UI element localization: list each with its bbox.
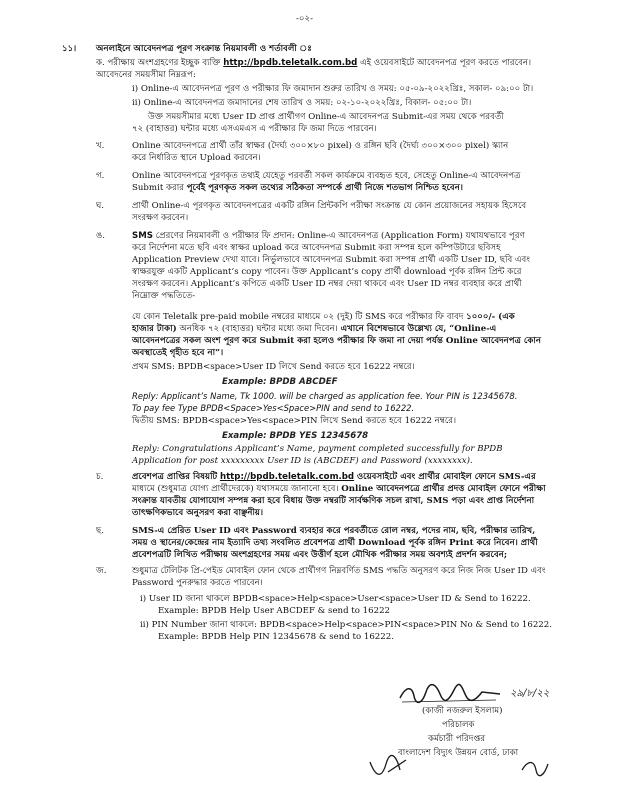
reply-2b: Application for post xxxxxxxxx User ID is (ABCDEF) and Password (xxxxxxxx).	[132, 456, 473, 466]
kha-line-1: Online আবেদনপত্রে প্রার্থী তাঁর স্বাক্ষর (দৈর্ঘ্য ৩০০×৮০ pixel) ও রঙ্গিন ছবি (দৈর্ঘ্য ৩০০×৩০০ pixel) স্ক্যান	[132, 141, 509, 151]
ka-text: ক. পরীক্ষায় অংশগ্রহণের ইচ্ছুক ব্যক্তি	[96, 58, 221, 68]
page-number: -০২-	[296, 14, 313, 24]
ja-ex1-label: Example:	[158, 606, 199, 616]
chha-line-3: প্রবেশপত্রটি লিখিত পরীক্ষায় অংশগ্রহণের সময় এবং উত্তীর্ণ হলে মৌখিক পরীক্ষার সময় অবশ্যই প্রদর্শন করবেন;	[132, 550, 508, 560]
signature-scribble	[396, 680, 506, 708]
chha-line-2: সময় ও স্থানের/কেন্দ্রের নাম ইত্যাদি তথ্য সংবলিত প্রবেশপত্র প্রার্থী Download পূর্বক রঙ্গিন Print করে নিবেন। প্রার্থী	[132, 538, 538, 548]
reply-1a: Reply: Applicant’s Name, Tk 1000. will be charged as application fee. Your PIN is 12345678.	[132, 391, 518, 401]
kha-line-2: করে নির্ধারিত স্থানে Upload করবেন।	[132, 153, 261, 163]
signatory-organization: বাংলাদেশ বিদ্যুৎ উন্নয়ন বোর্ড, ঢাকা	[398, 748, 519, 758]
ja-ex1-value: BPDB Help User ABCDEF	[201, 606, 315, 616]
ja-ex2-value: BPDB Help PIN 12345678	[201, 632, 317, 642]
ka-note-1: উক্ত সময়সীমার মধ্যে User ID প্রাপ্ত প্রার্থীগণ Online-এ আবেদনপত্র Submit-এর সময় থেকে পরবর্তী	[148, 112, 504, 122]
cha-text-b: ওয়েবসাইটে এবং প্রার্থীর মোবাইল ফোনে SMS-এর	[356, 472, 536, 482]
cha-line-2	[132, 484, 546, 495]
ka-item-ii: ii) Online-এ আবেদনপত্র জমাদানের শেষ তারিখ ও সময়: ০২-১০-২০২২খ্রিঃ, বিকাল- ০৫:০০ টা।	[132, 98, 472, 108]
ja-ex1-tail: & send to 16222	[317, 606, 390, 616]
ka-item-i: i) Online-এ আবেদনপত্র পূরণ ও পরীক্ষার ফি জমাদান শুরুর তারিখ ও সময়: ০৫-০৯-২০২২খ্রিঃ, সকাল- ০৯:০০ টা।	[132, 84, 534, 94]
section-title: অনলাইনে আবেদনপত্র পূরণ সংক্রান্ত নিয়মাবলী ও শর্তাবলী ঃ	[96, 44, 312, 54]
cha-text-d: Online আবেদনপত্রে প্রার্থীর প্রদত্ত মোবাইল ফোনে পরীক্ষা	[341, 484, 546, 494]
fee-para-4: অবস্থাতেই গৃহীত হবে না”।	[132, 348, 224, 358]
signatory-name: (কাজী নজরুল ইসলাম)	[422, 706, 503, 716]
gha-line-2: সংরক্ষণ করবেন।	[132, 213, 189, 223]
umo-text-1: প্রেরণের নিয়মাবলী ও পরীক্ষার ফি প্রদান: Online-এ আবেদনপত্র (Application Form) যথাযথভাবে পূরণ	[155, 231, 525, 241]
ka-line-1	[96, 58, 531, 69]
umo-line-1	[132, 231, 525, 242]
umo-line-3: Application Preview দেখা যাবে। নির্ভুলভাবে আবেদনপত্র Submit করা সম্পন্ন প্রার্থী একটি User ID, ছবি এবং	[132, 255, 530, 265]
ga-text-bold: পূর্বেই পূরণকৃত সকল তথ্যের সঠিকতা সম্পর্কে প্রার্থী নিজে শতভাগ নিশ্চিত হবেন।	[186, 183, 463, 193]
ga-line-2	[132, 183, 463, 194]
ja-item-ii: ii) PIN Number জানা থাকলে: BPDB<space>Help<space>PIN<space>PIN No & Send to 16222.	[140, 620, 552, 630]
example-2-value: BPDB YES 12345678	[269, 431, 369, 441]
ka-line-2: আবেদনের সময়সীমা নিম্নরূপ:	[96, 70, 196, 80]
ja-item-ii-example	[158, 632, 394, 643]
ja-ex2-label: Example:	[158, 632, 199, 642]
gha-label: ঘ.	[96, 201, 105, 211]
ka-text-b: এই ওয়েবসাইটে আবেদনপত্র পূরণ করতে পারবেন।	[360, 58, 532, 68]
ja-label: জ.	[96, 566, 107, 576]
fee-amount-words: হাজার টাকা)	[132, 324, 177, 334]
signature-date: ২৯/৮/২২	[510, 688, 550, 699]
website-link-2[interactable]: http://bpdb.teletalk.com.bd	[219, 472, 355, 482]
ja-line-1: শুধুমাত্র টেলিটক প্রি-পেইড মোবাইল ফোন থেকে প্রার্থীগণ নিম্নবর্ণিত SMS পদ্ধতি অনুসরণ করে নিজ নিজ User ID এবং	[132, 566, 546, 576]
chha-label: ছ.	[96, 526, 104, 536]
fee-para-2	[132, 324, 496, 335]
ja-line-2: Password পুনরুদ্ধার করতে পারবেন।	[132, 578, 263, 588]
fee-note-start: এখানে বিশেষভাবে উল্লেখ্য যে, “Online-এ	[340, 324, 497, 334]
ka-note-2: ৭২ (বাহাত্তর) ঘন্টার মধ্যে এসএমএস এ পরীক্ষার ফি জমা দিতে পারবেন।	[132, 124, 377, 134]
example-1-label: Example:	[222, 377, 267, 387]
second-sms: দ্বিতীয় SMS: BPDB<space>Yes<space>PIN লিখে Send করতে হবে 16222 নম্বরে।	[132, 416, 457, 426]
umo-line-2: করে নির্দেশনা মতে ছবি এবং স্বাক্ষর upload করে আবেদনপত্র Submit করা সম্পন্ন হলে কম্পিউটারে ছবিসহ	[132, 243, 501, 253]
fee-para-1	[132, 312, 515, 323]
initials-scribble-left	[366, 752, 414, 782]
umo-line-6: নিম্নোক্ত পদ্ধতিতে-	[132, 291, 196, 301]
chha-line-1: SMS-এ প্রেরিত User ID এবং Password ব্যবহার করে পরবর্তীতে রোল নম্বর, পদের নাম, ছবি, পরীক্ষার তারিখ,	[132, 526, 536, 536]
ja-item-i: i) User ID জানা থাকলে BPDB<space>Help<space>User<space>User ID & Send to 16222.	[140, 594, 531, 604]
umo-line-4: স্বাক্ষরযুক্ত একটি Applicant’s copy পাবেন। উক্ত Applicant’s copy প্রার্থী download পূর্বক রঙ্গিন প্রিন্ট করে	[132, 267, 522, 277]
signatory-department: কর্মচারী পরিদপ্তর	[428, 734, 486, 744]
example-1	[222, 377, 337, 388]
cha-text-a: প্রবেশপত্র প্রাপ্তির বিষয়টি	[132, 472, 218, 482]
kha-label: খ.	[96, 141, 105, 151]
website-link[interactable]: http://bpdb.teletalk.com.bd	[223, 58, 358, 68]
umo-line-5: সংরক্ষণ করবেন। Applicant’s কপিতে একটি User ID নম্বর দেয়া থাকবে এবং User ID নম্বর ব্যবহার করে প্রার্থী	[132, 279, 522, 289]
umo-label: ঙ.	[96, 231, 106, 241]
ga-text-a: Submit করার	[132, 183, 184, 193]
ja-ex2-tail: & send to 16222.	[318, 632, 394, 642]
fee-para-3: আবেদনপত্রের সকল অংশ পূরণ করে Submit করা হলেও পরীক্ষার ফি জমা না দেয়া পর্যন্ত Online আবেদনপত্র কোন	[132, 336, 542, 346]
cha-label: চ.	[96, 472, 104, 482]
first-sms: প্রথম SMS: BPDB<space>User ID লিখে Send করতে হবে 16222 নম্বরে।	[132, 362, 415, 372]
ga-label: গ.	[96, 171, 105, 181]
cha-line-1	[132, 472, 536, 483]
fee-amount: ১০০০/- (এক	[466, 312, 515, 322]
initials-scribble-right	[520, 756, 550, 778]
fee-text: যে কোন Teletalk pre-paid mobile নম্বরের মাধ্যমে ০২ (দুই) টি SMS করে পরীক্ষার ফি বাবদ	[132, 312, 464, 322]
ga-line-1: Online আবেদনপত্রে পূরণকৃত তথ্যই যেহেতু পরবর্তী সকল কার্যক্রমে ব্যবহৃত হবে, সেহেতু Online-এ আবেদনপত্র	[132, 171, 521, 181]
section-number: ১১।	[62, 44, 77, 54]
reply-2a: Reply: Congratulations Applicant’s Name, payment completed successfully for BPDB	[132, 444, 503, 454]
cha-text-c: মাধ্যমে (শুধুমাত্র যোগ্য প্রার্থীদেরকে) যথাসময়ে জানানো হবে।	[132, 484, 339, 494]
cha-line-3: সংক্রান্ত যাবতীয় যোগাযোগ সম্পন্ন করা হবে বিধায় উক্ত নম্বরটি সার্বক্ষণিক সচল রাখা, SMS পড়া এবং প্রাপ্ত নির্দেশনা	[132, 496, 535, 506]
sms-heading: SMS	[132, 231, 153, 241]
example-2-label: Example:	[222, 431, 267, 441]
fee-deadline: অনধিক ৭২ (বাহাত্তর) ঘন্টার মধ্যে জমা দিবেন।	[179, 324, 338, 334]
cha-line-4: তাৎক্ষণিকভাবে অনুসরণ করা বাঞ্ছনীয়।	[132, 508, 264, 518]
example-2	[222, 431, 368, 442]
gha-line-1: প্রার্থী Online-এ পূরণকৃত আবেদনপত্রের একটি রঙ্গিন প্রিন্টকপি পরীক্ষা সংক্রান্ত যে কোন প্রয়োজনের সহায়ক হিসেবে	[132, 201, 527, 211]
signatory-title: পরিচালক	[442, 720, 475, 730]
example-1-value: BPDB ABCDEF	[269, 377, 338, 387]
ja-item-i-example	[158, 606, 390, 617]
reply-1b: To pay fee Type BPDB<Space>Yes<Space>PIN and send to 16222.	[132, 403, 415, 413]
